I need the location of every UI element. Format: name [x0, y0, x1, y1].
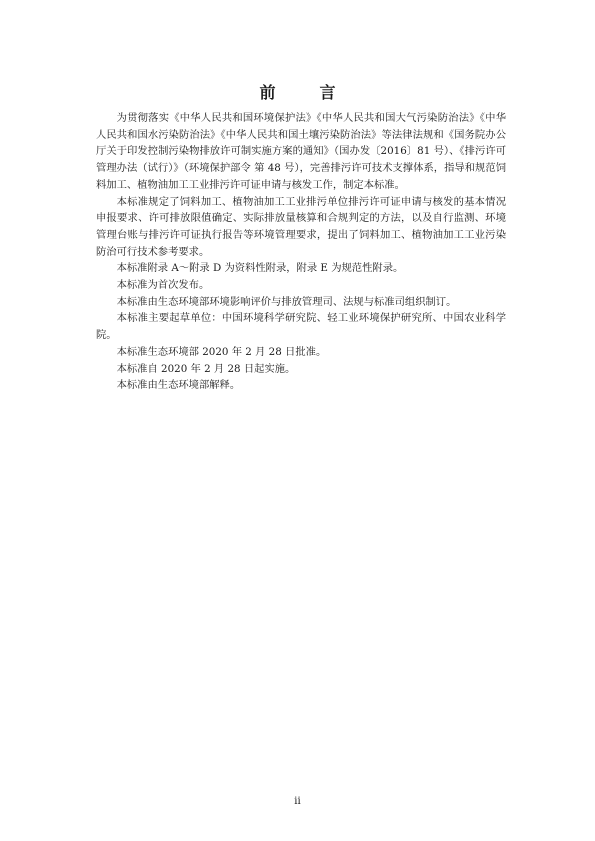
paragraph-effective-date: 本标准自 2020 年 2 月 28 日起实施。: [116, 362, 296, 375]
paragraph-approval: 本标准生态环境部 2020 年 2 月 28 日批准。: [116, 345, 327, 358]
paragraph-appendices: 本标准附录 A～附录 D 为资料性附录，附录 E 为规范性附录。: [116, 262, 404, 275]
paragraph-purpose: 为贯彻落实《中华人民共和国环境保护法》《中华人民共和国大气污染防治法》《中华人民共和国水污染防治法》《中华人民共和国土壤污染防治法》等法律法规和《国务院办公厅关于印发控制污染物排放许可制实施方案的通知》（国办发〔2016〕81 号）、《排污许可管理办法（试行）》（环境保护部令 第 48 号），完善排污许可技术支撑体系，指导和规范饲料加工、植物油加工工业排污许可证申请与核发工作，制定本标准。: [96, 112, 506, 191]
paragraph-first-release: 本标准为首次发布。: [116, 279, 210, 292]
paragraph-organizer: 本标准由生态环境部环境影响评价与排放管理司、法规与标准司组织制订。: [116, 295, 457, 308]
paragraph-drafters: 本标准主要起草单位：中国环境科学研究院、轻工业环境保护研究所、中国农业科学院。: [96, 312, 506, 342]
paragraph-interpretation: 本标准由生态环境部解释。: [116, 379, 241, 392]
document-body: [96, 110, 506, 394]
page-number: ii: [294, 796, 301, 807]
paragraph-scope: 本标准规定了饲料加工、植物油加工工业排污单位排污许可证申请与核发的基本情况申报要求、许可排放限值确定、实际排放量核算和合规判定的方法，以及自行监测、环境管理台账与排污许可证执行报告等环境管理要求，提出了饲料加工、植物油加工工业污染防治可行技术参考要求。: [96, 195, 506, 258]
page-title: 前 言: [259, 83, 355, 102]
